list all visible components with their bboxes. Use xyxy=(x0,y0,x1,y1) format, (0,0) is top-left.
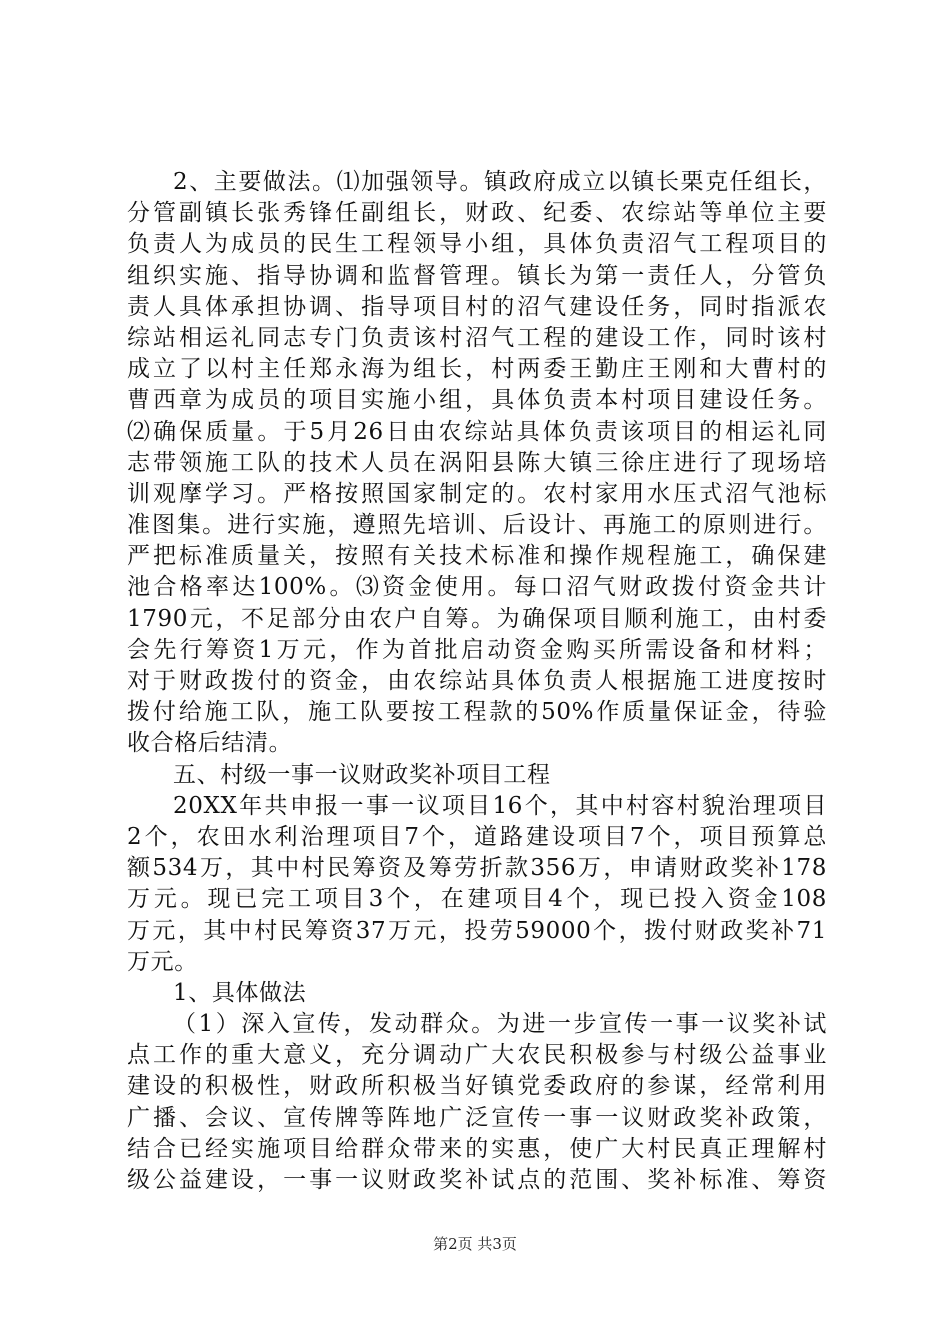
text-line: 对于财政拨付的资金，由农综站具体负责人根据施工进度按时 xyxy=(127,668,827,694)
text-line: 1、具体做法 xyxy=(173,979,307,1006)
text-line: 准图集。进行实施，遵照先培训、后设计、再施工的原则进行。 xyxy=(127,512,827,539)
text-line: 级公益建设，一事一议财政奖补试点的范围、奖补标准、筹资 xyxy=(127,1167,827,1193)
text-line: 万元。 xyxy=(127,948,198,975)
text-line: 建设的积极性，财政所积极当好镇党委政府的参谋，经常利用 xyxy=(127,1073,827,1100)
text-line: 曹西章为成员的项目实施小组，具体负责本村项目建设任务。 xyxy=(127,387,827,414)
text-line: 综站相运礼同志专门负责该村沼气工程的建设工作，同时该村 xyxy=(127,324,827,351)
text-line: 拨付给施工队，施工队要按工程款的50%作质量保证金，待验 xyxy=(127,699,827,726)
text-line: 收合格后结清。 xyxy=(127,730,293,757)
text-line: 2、主要做法。⑴加强领导。镇政府成立以镇长栗克任组长， xyxy=(173,169,827,195)
text-line: 1790元，不足部分由农户自筹。为确保项目顺利施工，由村委 xyxy=(127,605,827,632)
text-line: 责人具体承担协调、指导项目村的沼气建设任务，同时指派农 xyxy=(127,293,827,320)
text-line: 万元。现已完工项目3个，在建项目4个，现已投入资金108 xyxy=(127,886,827,913)
document-body xyxy=(127,167,827,1196)
text-line: 成立了以村主任郑永海为组长，村两委王勤庄王刚和大曹村的 xyxy=(127,356,827,383)
text-line: 点工作的重大意义，充分调动广大农民积极参与村级公益事业 xyxy=(127,1042,827,1069)
text-line: 池合格率达100%。⑶资金使用。每口沼气财政拨付资金共计 xyxy=(127,574,827,601)
text-line: 结合已经实施项目给群众带来的实惠，使广大村民真正理解村 xyxy=(127,1135,827,1162)
text-line: 志带领施工队的技术人员在涡阳县陈大镇三徐庄进行了现场培 xyxy=(127,449,827,476)
text-line: 训观摩学习。严格按照国家制定的。农村家用水压式沼气池标 xyxy=(127,480,827,507)
page-footer: 第2页 共3页 xyxy=(433,1235,517,1253)
text-line: 负责人为成员的民生工程领导小组，具体负责沼气工程项目的 xyxy=(127,231,827,258)
text-line: 分管副镇长张秀锋任副组长，财政、纪委、农综站等单位主要 xyxy=(127,200,827,227)
text-line: 五、村级一事一议财政奖补项目工程 xyxy=(173,761,551,788)
text-line: 组织实施、指导协调和监督管理。镇长为第一责任人，分管负 xyxy=(127,262,827,289)
text-line: 广播、会议、宣传牌等阵地广泛宣传一事一议财政奖补政策， xyxy=(127,1104,827,1131)
text-line: （1）深入宣传，发动群众。为进一步宣传一事一议奖补试 xyxy=(173,1011,827,1038)
text-line: 额534万，其中村民筹资及筹劳折款356万，申请财政奖补178 xyxy=(127,855,827,882)
text-line: 2个，农田水利治理项目7个，道路建设项目7个，项目预算总 xyxy=(127,823,827,850)
text-line: ⑵确保质量。于5月26日由农综站具体负责该项目的相运礼同 xyxy=(127,418,827,445)
text-line: 严把标准质量关，按照有关技术标准和操作规程施工，确保建 xyxy=(127,543,827,570)
text-line: 20XX年共申报一事一议项目16个，其中村容村貌治理项目 xyxy=(173,792,827,819)
text-line: 万元，其中村民筹资37万元，投劳59000个，拨付财政奖补71 xyxy=(127,917,827,944)
text-line: 会先行筹资1万元，作为首批启动资金购买所需设备和材料； xyxy=(127,636,827,663)
